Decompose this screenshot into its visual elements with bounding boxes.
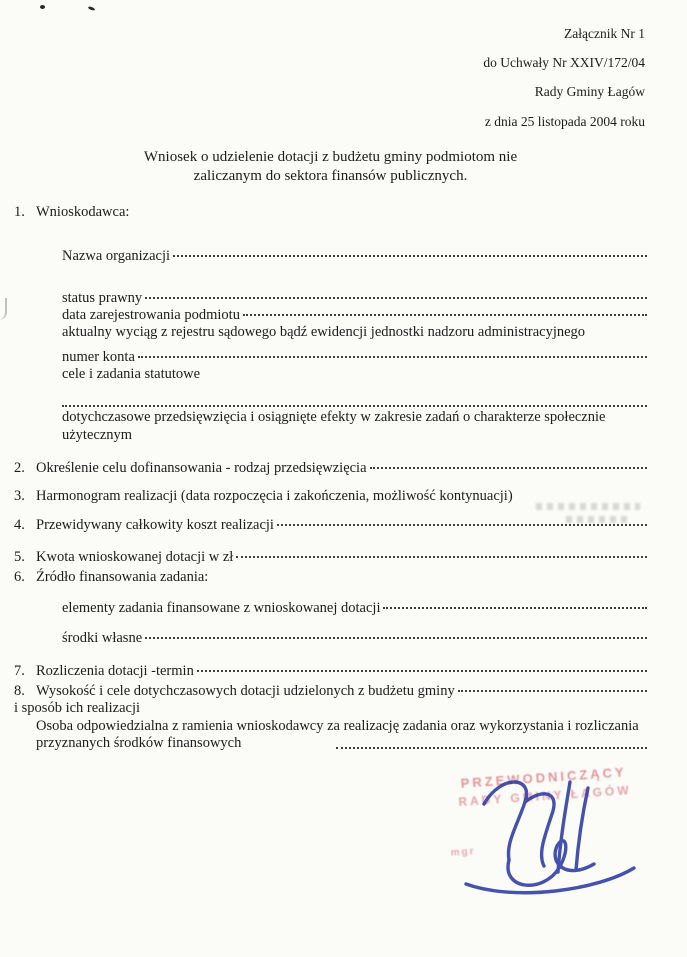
dotted-fill-line: [277, 523, 647, 526]
item-2-purpose: [14, 460, 647, 477]
annex-header: [14, 26, 645, 130]
document-title-line-2: zaliczanym do sektora finansów publicznych.: [193, 168, 468, 185]
dotted-fill-line: [62, 391, 647, 407]
handwritten-signature: [446, 760, 656, 915]
item-7-settlement: [14, 663, 647, 680]
signature-area: [428, 762, 678, 922]
field-group-legal: [62, 290, 647, 341]
item-6-funding-source: [14, 569, 647, 586]
responsible-person-paragraph: [36, 718, 647, 753]
item-8-continuation: i sposób ich realizacji: [14, 700, 141, 717]
field-legal-status: [62, 290, 647, 307]
field-group-account: [62, 349, 647, 407]
field-label: status prawny: [62, 289, 143, 306]
dotted-fill-line: [145, 636, 647, 639]
field-label: numer konta: [62, 349, 135, 366]
item-number: 1.: [14, 203, 25, 220]
field-label: Nazwa organizacji: [62, 248, 171, 265]
item-label: Wysokość i cele dotychczasowych dotacji udzielonych z budżetu gminy: [36, 683, 455, 700]
annex-line: z dnia 25 listopada 2004 roku: [484, 113, 645, 129]
field-label: środki własne: [62, 630, 143, 647]
item-5-grant-amount: [14, 549, 647, 566]
item-1-applicant: [14, 204, 647, 221]
responsible-person-text: Osoba odpowiedzialna z ramienia wnioskodawcy za realizację zadania oraz wykorzystania i rozliczania przyznanych środków finansowych: [36, 717, 639, 752]
item-label: Harmonogram realizacji (data rozpoczęcia i zakończenia, możliwość kontynuacji): [36, 488, 513, 505]
field-registration-date: [62, 307, 647, 324]
annex-line: Rady Gminy Łagów: [534, 84, 645, 100]
scan-artifact: [40, 5, 45, 9]
item-label: Wnioskodawca:: [36, 203, 130, 220]
dotted-fill-line: [236, 555, 647, 558]
item-4-total-cost: [14, 517, 647, 534]
item-number: 4.: [14, 516, 25, 533]
item-label: Rozliczenia dotacji -termin: [36, 662, 194, 679]
dotted-fill-line: [336, 746, 647, 749]
field-statutory-goals: cele i zadania statutowe: [62, 365, 201, 382]
bleed-through-artifact: [536, 503, 640, 510]
scan-artifact: [88, 6, 96, 11]
field-account-number: [62, 349, 647, 366]
field-past-projects: dotychczasowe przedsięwzięcia i osiągnięte efekty w zakresie zadań o charakterze społecznie użytecznym: [62, 409, 606, 443]
dotted-fill-line: [145, 296, 647, 299]
field-own-funds: [62, 630, 647, 647]
field-grant-elements: [62, 600, 647, 617]
dotted-fill-line: [383, 606, 647, 609]
item-number: 8.: [14, 683, 25, 700]
item-number: 5.: [14, 549, 25, 566]
dotted-fill-line: [243, 313, 647, 316]
stamp-institution: RADY GMINY ŁAGÓW: [457, 783, 633, 810]
dotted-fill-line: [197, 669, 647, 672]
field-organization-name: [62, 248, 647, 265]
dotted-fill-line: [370, 466, 647, 469]
scan-artifact: [0, 298, 7, 320]
dotted-fill-line: [138, 355, 647, 358]
item-number: 2.: [14, 459, 25, 476]
item-label: Przewidywany całkowity koszt realizacji: [36, 516, 274, 533]
field-registry-note: aktualny wyciąg z rejestru sądowego bądź ewidencji jednostki nadzoru administracyjnego: [62, 323, 586, 340]
item-number: 3.: [14, 488, 25, 505]
item-label: Źródło finansowania zadania:: [36, 569, 209, 586]
item-label: Określenie celu dofinansowania - rodzaj przedsięwzięcia: [36, 459, 367, 476]
stamp-title: PRZEWODNICZĄCY: [460, 764, 628, 791]
stamp-name-line: mgr: [450, 846, 476, 859]
document-title: [14, 148, 647, 187]
item-number: 6.: [14, 569, 25, 586]
field-label: elementy zadania finansowane z wnioskowanej dotacji: [62, 599, 381, 616]
annex-line: do Uchwały Nr XXIV/172/04: [483, 55, 645, 71]
item-8-previous-grants: [14, 683, 647, 700]
field-label: data zarejestrowania podmiotu: [62, 307, 240, 324]
dotted-fill-line: [173, 254, 647, 257]
document-title-line-1: Wniosek o udzielenie dotacji z budżetu gminy podmiotom nie: [143, 148, 518, 165]
item-number: 7.: [14, 662, 25, 679]
annex-line: Załącznik Nr 1: [564, 26, 645, 41]
item-label: Kwota wnioskowanej dotacji w zł: [36, 549, 234, 566]
dotted-fill-line: [458, 689, 647, 692]
